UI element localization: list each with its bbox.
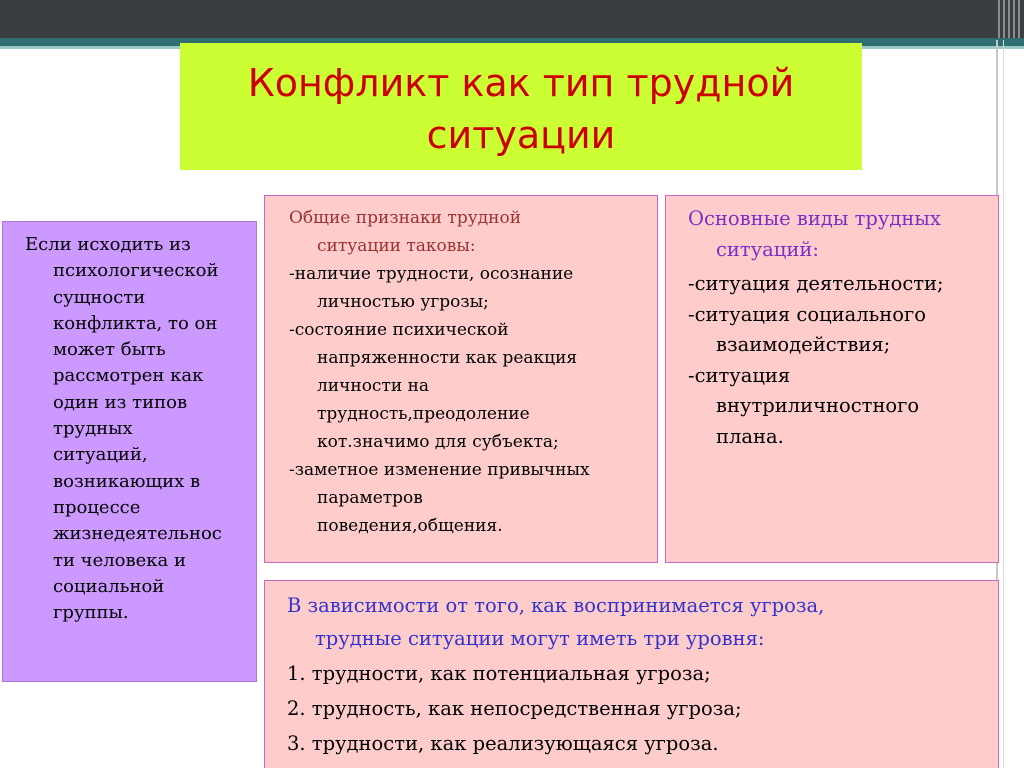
left-line: возникающих в [53, 470, 201, 492]
threat-levels-heading: В зависимости от того, как воспринимается угроза, [287, 594, 825, 617]
left-line: процессе [53, 496, 141, 518]
situation-types-heading: ситуаций: [716, 237, 819, 261]
situation-type-line: -ситуация социального [688, 302, 926, 326]
situation-type-line: плана. [716, 424, 784, 448]
corner-decoration [998, 0, 1020, 40]
situation-type-line: -ситуация деятельности; [688, 272, 944, 295]
left-line: один из типов [53, 391, 188, 413]
left-paragraph [25, 232, 255, 626]
situation-type-line: -ситуация [688, 363, 791, 387]
title-box [180, 43, 862, 170]
sign-item-line: личностью угрозы; [317, 292, 489, 312]
sign-item-line: напряженности как реакция [317, 348, 578, 368]
general-signs-box [264, 195, 658, 563]
left-line: Если исходить из [25, 234, 191, 255]
page-title [180, 57, 862, 161]
sign-item-line: -заметное изменение привычных [289, 460, 590, 480]
general-signs-heading: Общие признаки трудной [289, 208, 522, 228]
threat-levels-heading: трудные ситуации могут иметь три уровня: [315, 627, 765, 650]
threat-level-item: 2. трудность, как непосредственная угроза; [287, 697, 742, 720]
left-line: социальной [53, 575, 165, 597]
general-signs-heading: ситуации таковы: [317, 236, 476, 256]
sign-item-line: параметров [317, 488, 423, 508]
situation-type-line: внутриличностного [716, 394, 920, 417]
left-line: жизнедеятельнос [53, 523, 222, 545]
situation-types-heading: Основные виды трудных [688, 207, 941, 230]
general-signs-text [289, 204, 659, 540]
title-line-1: Конфликт как тип трудной [247, 61, 795, 105]
left-line: ситуаций, [53, 444, 148, 466]
sign-item-line: кот.значимо для субъекта; [317, 432, 559, 452]
left-line: психологической [53, 260, 219, 282]
left-line: рассмотрен как [53, 365, 204, 387]
left-line: группы. [53, 602, 129, 624]
left-line: конфликта, то он [53, 312, 218, 334]
situation-types-text [688, 204, 1008, 452]
left-text-box [2, 221, 257, 682]
left-line: сущности [53, 286, 146, 308]
threat-levels-text [287, 589, 997, 760]
slide-top-band [0, 0, 1024, 40]
sign-item-line: поведения,общения. [317, 516, 503, 536]
threat-levels-box [264, 580, 999, 768]
threat-level-item: 1. трудности, как потенциальная угроза; [287, 662, 711, 685]
sign-item-line: -наличие трудности, осознание [289, 264, 574, 284]
left-line: ти человека и [53, 549, 186, 571]
situation-types-box [665, 195, 999, 563]
sign-item-line: трудность,преодоление [317, 404, 530, 424]
situation-type-line: взаимодействия; [716, 333, 891, 356]
threat-level-item: 3. трудности, как реализующаяся угроза. [287, 732, 719, 755]
sign-item-line: -состояние психической [289, 320, 509, 340]
left-line: трудных [53, 418, 133, 440]
left-line: может быть [53, 339, 166, 361]
sign-item-line: личности на [317, 376, 430, 396]
title-line-2: ситуации [426, 113, 616, 157]
